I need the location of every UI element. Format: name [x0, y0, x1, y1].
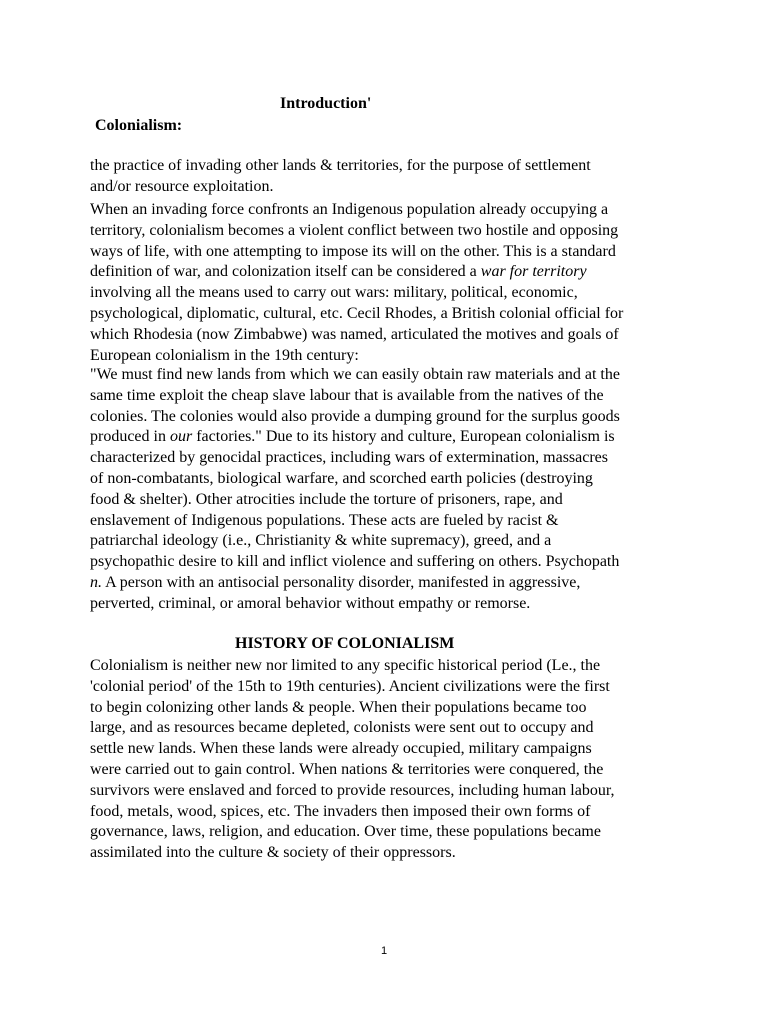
text-line: European colonialism in the 19th century:	[90, 346, 359, 364]
emphasis-text: n.	[90, 573, 102, 591]
text-line: Colonialism is neither new nor limited to any specific historical period (Le., the	[90, 657, 601, 674]
text-line: and/or resource exploitation.	[90, 177, 274, 195]
emphasis-text: war for territory	[480, 263, 587, 281]
text-line: the practice of invading other lands & territories, for the purpose of settlement	[90, 157, 591, 174]
text-line: territory, colonialism becomes a violent conflict between two hostile and opposing	[90, 221, 619, 239]
text-line: perverted, criminal, or amoral behavior without empathy or remorse.	[90, 594, 531, 612]
section-heading: HISTORY OF COLONIALISM	[235, 635, 455, 652]
text-line	[90, 262, 690, 283]
text-line: same time exploit the cheap slave labour that is available from the natives of the	[90, 386, 604, 404]
text-line: food, metals, wood, spices, etc. The invaders then imposed their own forms of	[90, 802, 591, 820]
text-line: "We must find new lands from which we can easily obtain raw materials and at the	[90, 366, 620, 383]
text-line: characterized by genocidal practices, including wars of extermination, massacres	[90, 449, 608, 467]
text-line: to begin colonizing other lands & people. When their populations became too	[90, 698, 587, 716]
text-line: assimilated into the culture & society of their oppressors.	[90, 844, 456, 862]
quote-paragraph	[90, 365, 690, 615]
text-line: were carried out to gain control. When nations & territories were conquered, the	[90, 760, 604, 778]
text-line: food & shelter). Other atrocities include the torture of prisoners, rape, and	[90, 490, 563, 508]
text-line: involving all the means used to carry out wars: military, political, economic,	[90, 284, 578, 302]
definition-paragraph	[90, 156, 690, 198]
text-line: psychopathic desire to kill and inflict violence and suffering on others. Psychopath	[90, 553, 620, 571]
text-line: colonies. The colonies would also provide a dumping ground for the surplus goods	[90, 407, 620, 425]
text-line: enslavement of Indigenous populations. These acts are fueled by racist &	[90, 511, 559, 529]
emphasis-text: our	[169, 428, 193, 446]
text-line: of non-combatants, biological warfare, and scorched earth policies (destroying	[90, 469, 593, 487]
text-line: 'colonial period' of the 15th to 19th centuries). Ancient civilizations were the first	[90, 677, 610, 695]
text-segment: produced in	[90, 428, 170, 446]
text-line: survivors were enslaved and forced to provide resources, including human labour,	[90, 781, 615, 799]
text-line: ways of life, with one attempting to impose its will on the other. This is a standard	[90, 242, 616, 260]
text-line: large, and as resources became depleted, colonists were sent out to occupy and	[90, 719, 594, 737]
history-paragraph	[90, 656, 690, 864]
text-segment: definition of war, and colonization itself can be considered a	[90, 263, 481, 281]
text-segment: factories." Due to its history and culture, European colonialism is	[192, 428, 615, 446]
text-line	[90, 573, 690, 594]
document-subtitle: Colonialism:	[95, 117, 183, 134]
page-number: 1	[381, 945, 388, 957]
text-line: When an invading force confronts an Indigenous population already occupying a	[90, 201, 609, 218]
text-line: patriarchal ideology (i.e., Christianity & white supremacy), greed, and a	[90, 532, 552, 550]
text-line: psychological, diplomatic, cultural, etc. Cecil Rhodes, a British colonial official for	[90, 304, 624, 322]
text-line: which Rhodesia (now Zimbabwe) was named, articulated the motives and goals of	[90, 325, 619, 343]
text-line	[90, 427, 690, 448]
text-segment: A person with an antisocial personality disorder, manifested in aggressive,	[102, 573, 581, 591]
document-title: Introduction'	[280, 95, 372, 112]
war-paragraph	[90, 200, 690, 366]
text-line: settle new lands. When these lands were already occupied, military campaigns	[90, 740, 592, 758]
text-line: governance, laws, religion, and education. Over time, these populations became	[90, 823, 601, 841]
